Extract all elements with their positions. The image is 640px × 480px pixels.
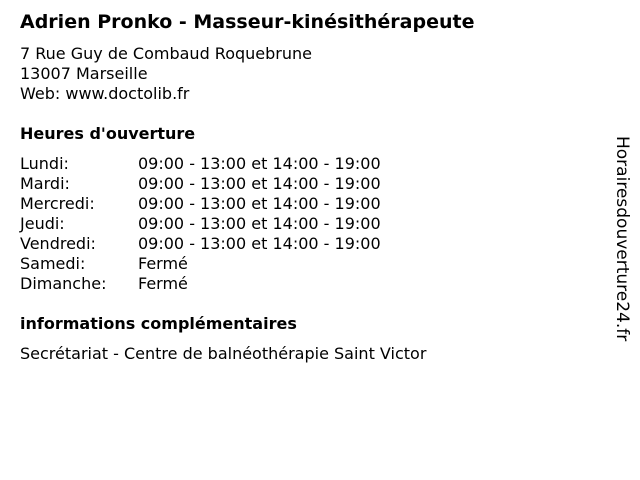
hours-value: 09:00 - 13:00 et 14:00 - 19:00 [138,174,381,193]
opening-hours-heading: Heures d'ouverture [20,124,196,143]
hours-value: Fermé [138,254,188,273]
address-block [20,44,312,104]
hours-value: 09:00 - 13:00 et 14:00 - 19:00 [138,154,381,173]
hours-value: Fermé [138,274,188,293]
day-label: Dimanche: [20,274,107,293]
address-street: 7 Rue Guy de Combaud Roquebrune [20,44,312,63]
page-title: Adrien Pronko - Masseur-kinésithérapeute [20,11,475,33]
day-label: Mardi: [20,174,70,193]
address-city: 13007 Marseille [20,64,148,83]
watermark [612,136,632,342]
additional-info-text: Secrétariat - Centre de balnéothérapie Saint Victor [20,344,427,363]
additional-info-heading: informations complémentaires [20,314,297,333]
day-label: Mercredi: [20,194,95,213]
day-label: Samedi: [20,254,86,273]
hours-value: 09:00 - 13:00 et 14:00 - 19:00 [138,234,381,253]
watermark-text: Horairesdouverture24.fr [612,136,632,342]
day-label: Lundi: [20,154,69,173]
address-web: Web: www.doctolib.fr [20,84,190,103]
day-label: Jeudi: [20,214,65,233]
hours-value: 09:00 - 13:00 et 14:00 - 19:00 [138,214,381,233]
day-label: Vendredi: [20,234,96,253]
hours-value: 09:00 - 13:00 et 14:00 - 19:00 [138,194,381,213]
